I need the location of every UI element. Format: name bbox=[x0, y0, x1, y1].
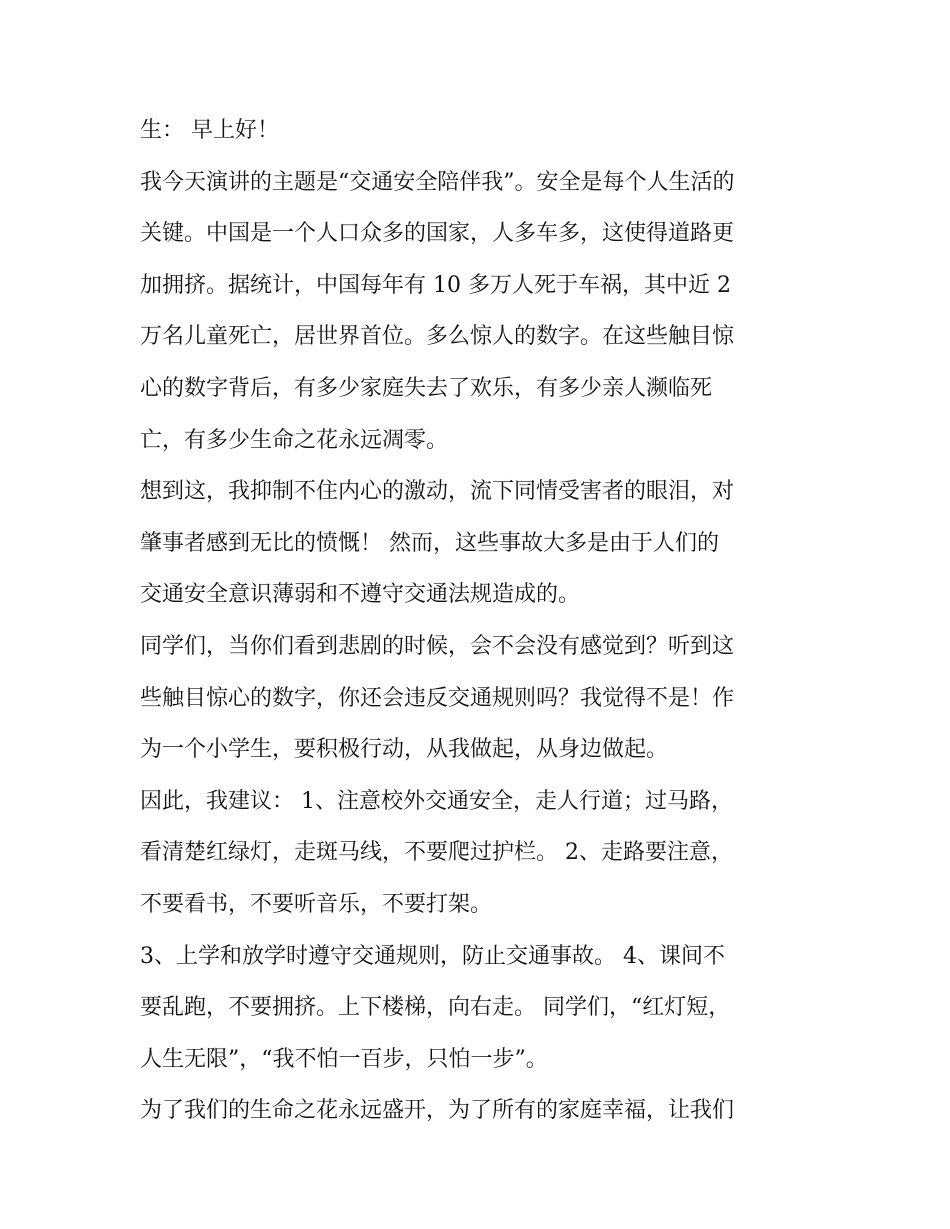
text-line: 人生无限”，“我不怕一百步，只怕一步”。 bbox=[140, 1046, 548, 1072]
text-line: 关键。中国是一个人口众多的国家，人多车多，这使得道路更 bbox=[140, 221, 735, 247]
text-line: 肇事者感到无比的愤慨！ 然而，这些事故大多是由于人们的 bbox=[140, 530, 719, 556]
text-line: 因此，我建议： 1、注意校外交通安全，走人行道；过马路， bbox=[140, 788, 733, 814]
text-line: 交通安全意识薄弱和不遵守交通法规造成的。 bbox=[140, 582, 581, 608]
text-line: 3、上学和放学时遵守交通规则，防止交通事故。 4、课间不 bbox=[140, 943, 725, 969]
speech-text bbox=[140, 112, 820, 1144]
text-line: 为一个小学生，要积极行动，从我做起，从身边做起。 bbox=[140, 737, 669, 763]
text-line: 不要看书，不要听音乐，不要打架。 bbox=[140, 891, 493, 917]
text-line: 同学们，当你们看到悲剧的时候，会不会没有感觉到？听到这 bbox=[140, 633, 735, 659]
text-line: 我今天演讲的主题是“交通安全陪伴我”。安全是每个人生活的 bbox=[140, 169, 735, 195]
text-line: 心的数字背后，有多少家庭失去了欢乐，有多少亲人濒临死 bbox=[140, 375, 713, 401]
text-line: 想到这，我抑制不住内心的激动，流下同情受害者的眼泪，对 bbox=[140, 479, 735, 505]
text-line: 要乱跑，不要拥挤。上下楼梯，向右走。 同学们，“红灯短， bbox=[140, 995, 731, 1021]
text-line: 些触目惊心的数字，你还会违反交通规则吗？我觉得不是！作 bbox=[140, 685, 735, 711]
text-line: 加拥挤。据统计，中国每年有 10 多万人死于车祸，其中近 2 bbox=[140, 272, 731, 298]
text-line: 亡，有多少生命之花永远凋零。 bbox=[140, 427, 449, 453]
text-line: 看清楚红绿灯，走斑马线，不要爬过护栏。 2、走路要注意， bbox=[140, 840, 733, 866]
text-line: 生： 早上好！ bbox=[140, 118, 279, 143]
text-line: 万名儿童死亡，居世界首位。多么惊人的数字。在这些触目惊 bbox=[140, 324, 735, 350]
text-line: 为了我们的生命之花永远盛开，为了所有的家庭幸福，让我们 bbox=[140, 1098, 735, 1124]
